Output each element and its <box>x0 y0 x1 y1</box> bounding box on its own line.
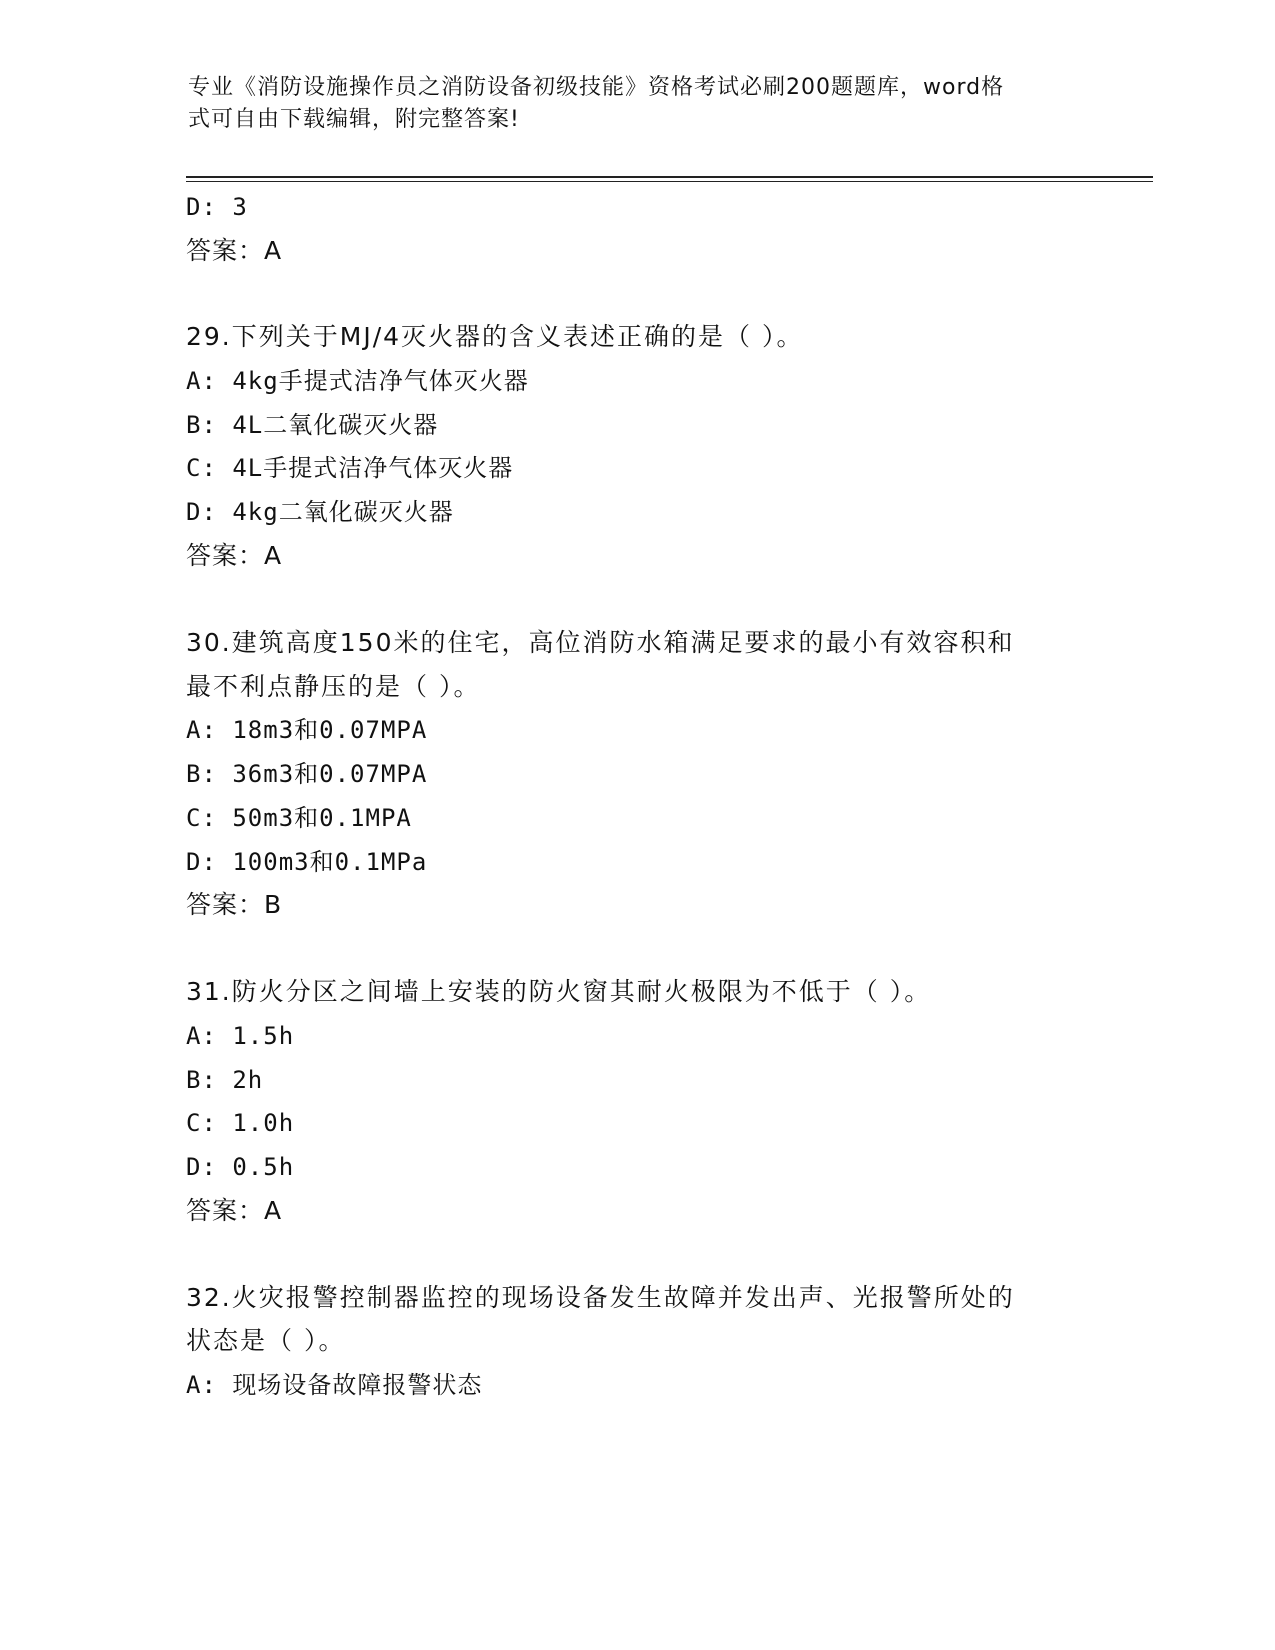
q31-option-c: C: 1.0h <box>186 1109 295 1137</box>
q30-option-c: C: 50m3和0.1MPA <box>186 804 412 832</box>
q29-stem: 29.下列关于MJ/4灭火器的含义表述正确的是（ ）。 <box>186 322 804 351</box>
q29-answer: 答案：A <box>186 541 283 570</box>
header-divider-thick <box>186 176 1153 178</box>
q30-stem-line-2: 最不利点静压的是（ ）。 <box>186 672 481 701</box>
q31-option-d: D: 0.5h <box>186 1153 295 1181</box>
q31-stem: 31.防火分区之间墙上安装的防火窗其耐火极限为不低于（ ）。 <box>186 977 932 1006</box>
document-header <box>188 72 1068 136</box>
header-divider-thin <box>186 181 1153 182</box>
q30-answer: 答案：B <box>186 890 283 919</box>
q29-option-a: A: 4kg手提式洁净气体灭火器 <box>186 367 529 395</box>
q30-option-b: B: 36m3和0.07MPA <box>186 760 428 788</box>
prev-answer: 答案：A <box>186 236 283 265</box>
q30-option-d: D: 100m3和0.1MPa <box>186 848 428 876</box>
q29-option-d: D: 4kg二氧化碳灭火器 <box>186 498 454 526</box>
q32-option-a: A: 现场设备故障报警状态 <box>186 1371 483 1399</box>
q31-answer: 答案：A <box>186 1196 283 1225</box>
q31-option-b: B: 2h <box>186 1066 264 1094</box>
q29-option-b: B: 4L二氧化碳灭火器 <box>186 411 439 439</box>
q30-stem-line-1: 30.建筑高度150米的住宅，高位消防水箱满足要求的最小有效容积和 <box>186 628 1015 657</box>
q32-stem-line-1: 32.火灾报警控制器监控的现场设备发生故障并发出声、光报警所处的 <box>186 1283 1015 1312</box>
q30-option-a: A: 18m3和0.07MPA <box>186 716 428 744</box>
q31-option-a: A: 1.5h <box>186 1022 295 1050</box>
q32-stem-line-2: 状态是（ ）。 <box>186 1326 346 1355</box>
prev-option-d: D: 3 <box>186 193 248 221</box>
header-line-2: 式可自由下载编辑，附完整答案! <box>188 107 520 132</box>
header-line-1: 专业《消防设施操作员之消防设备初级技能》资格考试必刷200题题库，word格 <box>188 75 1005 100</box>
q29-option-c: C: 4L手提式洁净气体灭火器 <box>186 454 514 482</box>
